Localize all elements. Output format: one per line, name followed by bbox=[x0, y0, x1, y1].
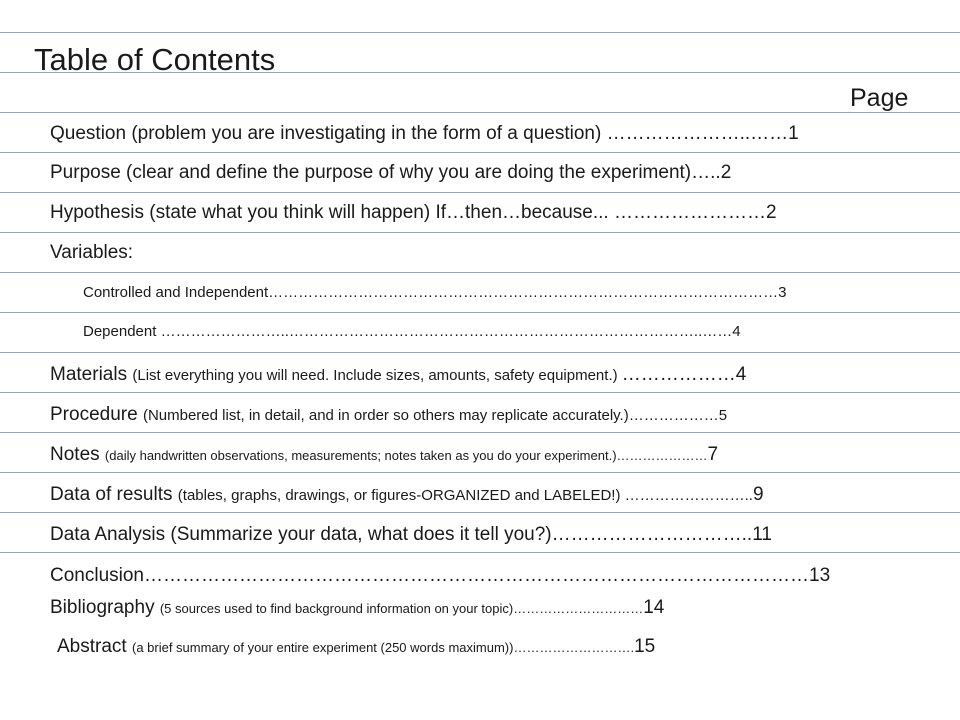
entry-text: Abstract bbox=[57, 636, 132, 657]
toc-entry-purpose bbox=[50, 163, 731, 182]
entry-text: Materials bbox=[50, 364, 133, 385]
entry-dots: ……………… bbox=[621, 364, 736, 385]
toc-entry-variables bbox=[50, 243, 133, 262]
entry-text: Data of results bbox=[50, 484, 178, 505]
toc-entry-question bbox=[50, 124, 799, 143]
toc-entry-procedure bbox=[50, 405, 727, 424]
entry-text: Controlled and Independent bbox=[83, 284, 269, 301]
entry-dots: …………………………………………………………………………………………… bbox=[144, 565, 809, 586]
entry-page: 4 bbox=[732, 323, 741, 340]
entry-text: Procedure bbox=[50, 404, 143, 425]
ruled-line bbox=[0, 512, 960, 513]
entry-text: Bibliography bbox=[50, 597, 160, 618]
entry-page: 5 bbox=[718, 407, 728, 424]
toc-subentry-dependent bbox=[83, 324, 741, 339]
entry-description: (5 sources used to find background information on your topic) bbox=[159, 601, 514, 616]
entry-dots: ………………………….. bbox=[551, 524, 753, 545]
entry-dots: ………………………………………………………………………………………… bbox=[268, 284, 779, 301]
ruled-line bbox=[0, 112, 960, 113]
entry-description: (a brief summary of your entire experiment (250 words maximum)) bbox=[131, 640, 514, 655]
entry-page: 11 bbox=[752, 524, 772, 545]
entry-text: Notes bbox=[50, 444, 105, 465]
ruled-line bbox=[0, 392, 960, 393]
toc-entry-hypothesis bbox=[50, 203, 777, 222]
entry-text: Dependent bbox=[83, 323, 161, 340]
entry-dots: ……………………..………………………………………………………………………..…… bbox=[160, 323, 733, 340]
toc-entry-data-of-results bbox=[50, 485, 764, 504]
entry-page: 3 bbox=[778, 284, 787, 301]
toc-entry-materials bbox=[50, 365, 746, 384]
entry-description: (Numbered list, in detail, and in order so others may replicate accurately.) bbox=[142, 407, 629, 424]
entry-dots: …………………….. bbox=[624, 487, 753, 504]
entry-page: 14 bbox=[643, 597, 665, 618]
entry-dots: ….. bbox=[691, 162, 721, 183]
toc-subentry-controlled bbox=[83, 285, 787, 300]
entry-page: 7 bbox=[707, 444, 719, 465]
ruled-line bbox=[0, 272, 960, 273]
entry-page: 15 bbox=[634, 636, 656, 657]
ruled-line bbox=[0, 312, 960, 313]
entry-description: (daily handwritten observations, measurements; notes taken as you do your experiment.) bbox=[104, 448, 617, 463]
entry-text: Conclusion bbox=[50, 565, 144, 586]
ruled-line bbox=[0, 472, 960, 473]
toc-entry-bibliography bbox=[50, 598, 664, 617]
ruled-line bbox=[0, 552, 960, 553]
entry-text: Data Analysis (Summarize your data, what does it tell you?) bbox=[50, 524, 552, 545]
entry-dots: ……………… bbox=[628, 407, 719, 424]
entry-dots: ………………… bbox=[616, 448, 708, 463]
entry-text: Question (problem you are investigating in the form of a question) bbox=[50, 123, 607, 144]
entry-page: 13 bbox=[809, 565, 831, 586]
entry-dots: ………………………. bbox=[513, 640, 635, 655]
entry-page: 4 bbox=[735, 364, 747, 385]
entry-text: Hypothesis (state what you think will happen) If…then…because... bbox=[50, 202, 614, 223]
entry-dots: …………………..…… bbox=[606, 123, 789, 144]
page-column-header: Page bbox=[850, 84, 909, 112]
entry-page: 2 bbox=[720, 162, 732, 183]
entry-description: (tables, graphs, drawings, or figures-ORGANIZED and LABELED!) bbox=[177, 487, 625, 504]
ruled-line bbox=[0, 152, 960, 153]
ruled-line bbox=[0, 352, 960, 353]
ruled-line bbox=[0, 232, 960, 233]
ruled-line bbox=[0, 192, 960, 193]
toc-entry-data-analysis bbox=[50, 525, 772, 544]
ruled-line bbox=[0, 432, 960, 433]
entry-page: 9 bbox=[752, 484, 764, 505]
ruled-line bbox=[0, 32, 960, 33]
entry-description: (List everything you will need. Include sizes, amounts, safety equipment.) bbox=[132, 367, 622, 384]
entry-text: Variables: bbox=[50, 242, 134, 263]
entry-dots: …………………… bbox=[613, 202, 766, 223]
toc-entry-conclusion bbox=[50, 566, 830, 585]
entry-page: 2 bbox=[765, 202, 777, 223]
entry-page: 1 bbox=[788, 123, 799, 144]
entry-dots: ………………………… bbox=[513, 601, 644, 616]
toc-entry-notes bbox=[50, 445, 718, 464]
toc-entry-abstract bbox=[57, 637, 655, 656]
entry-text: Purpose (clear and define the purpose of why you are doing the experiment) bbox=[50, 162, 692, 183]
page-title: Table of Contents bbox=[34, 42, 276, 77]
